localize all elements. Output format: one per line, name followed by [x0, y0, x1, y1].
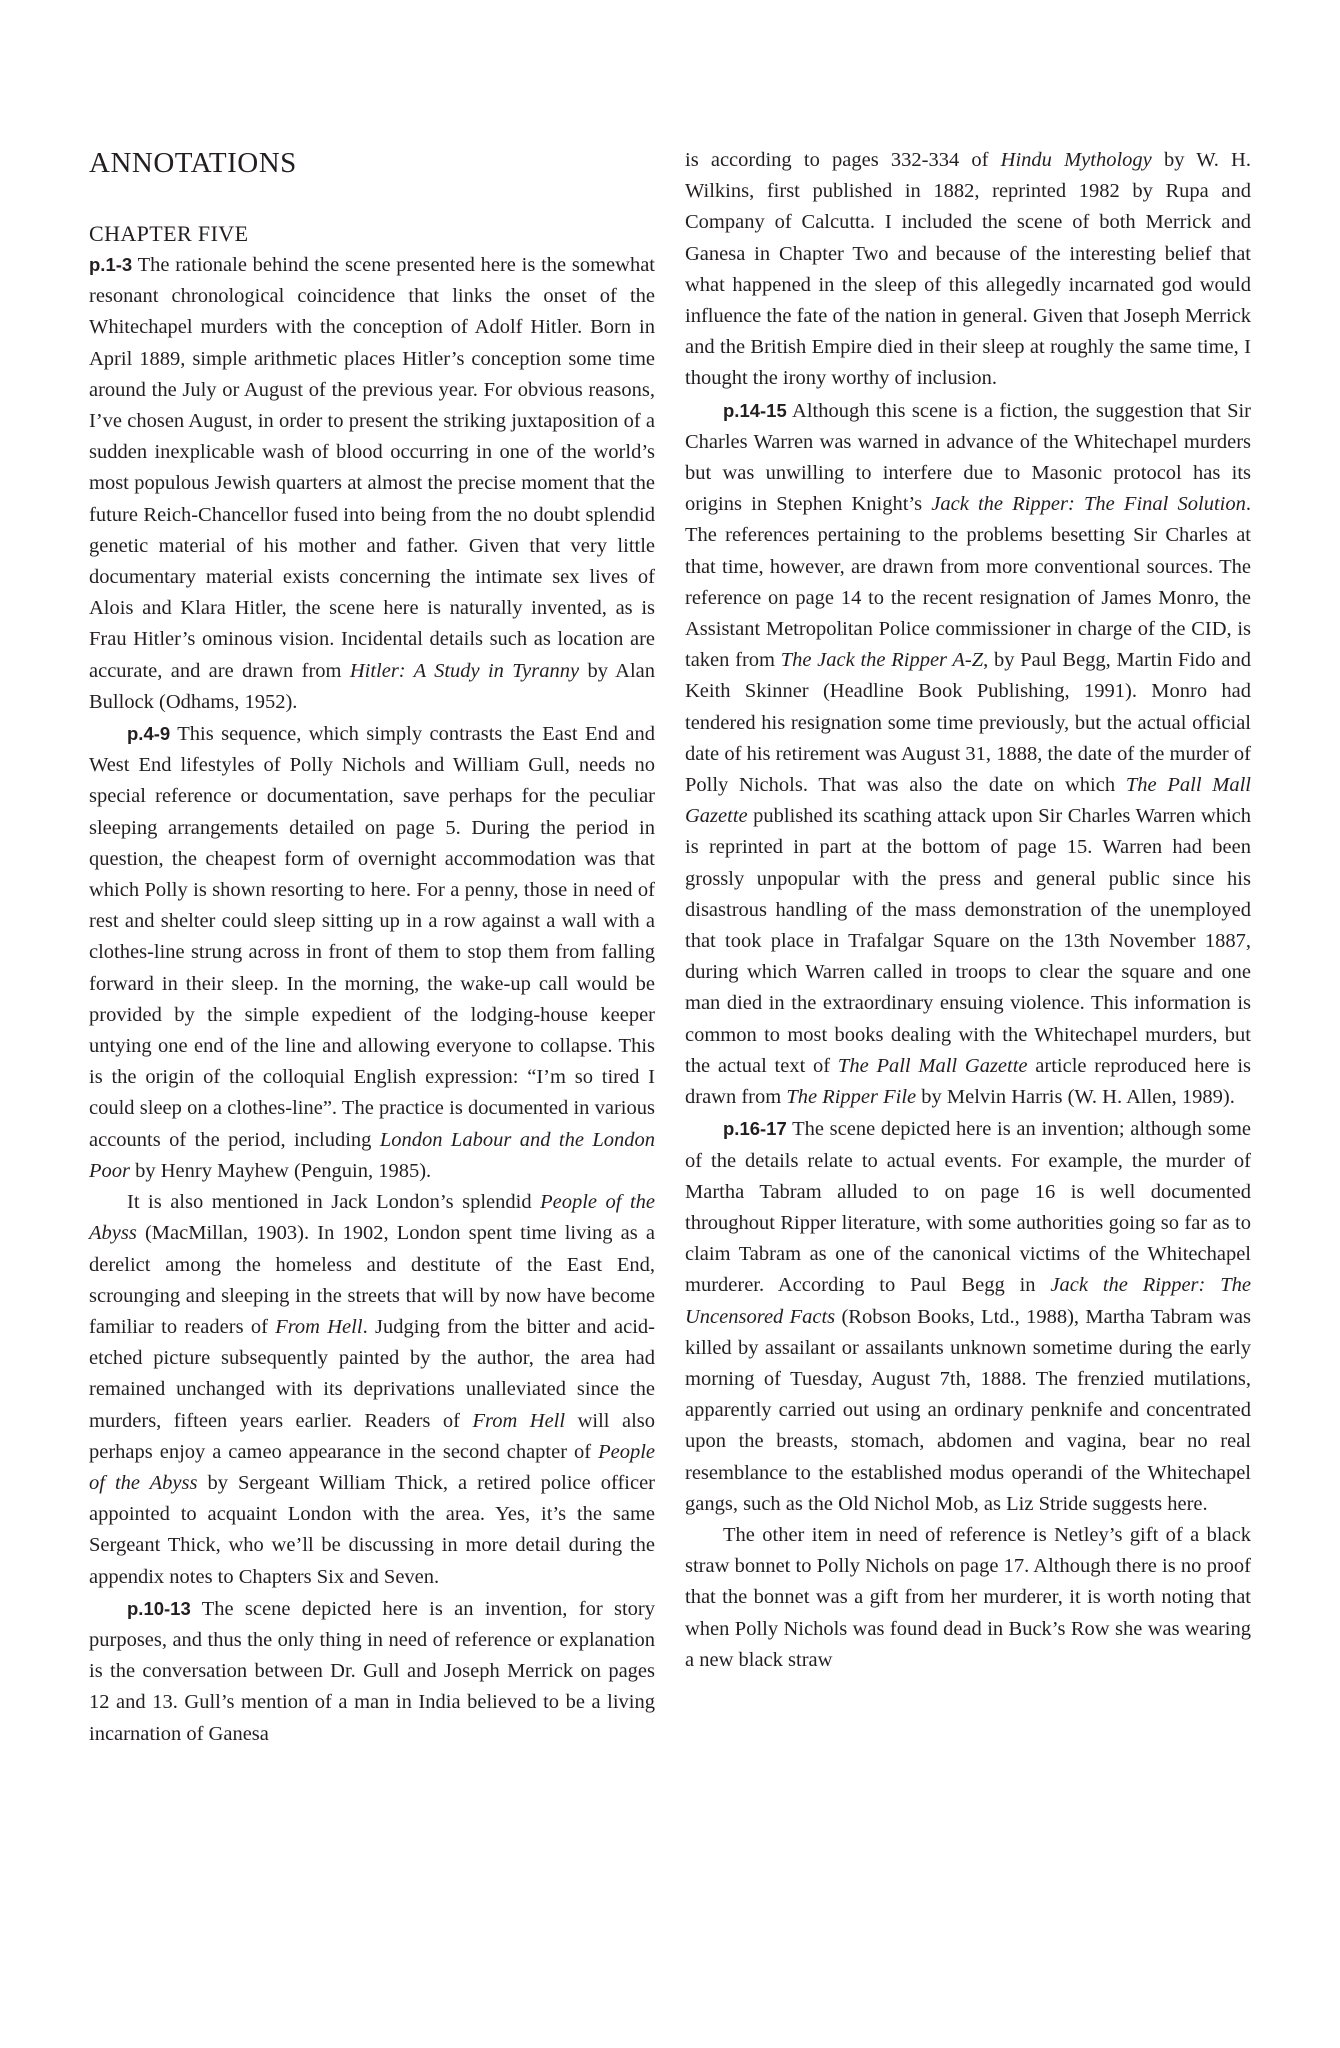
book-title: People of the Abyss [89, 1191, 655, 1245]
paragraph-text: by Sergeant William Thick, a retired police officer appointed to acquaint London with the area. Yes, it’s the same Sergeant Thick, who we’ll be discussing in more detail during the appendix notes to Chapters Six and Seven. [89, 1471, 656, 1588]
paragraph-text: The rationale behind the scene presented here is the somewhat resonant chronological coincidence that links the onset of the Whitechapel murders with the conception of Adolf Hitler. Born in April 1889, simple arithmetic places Hitler’s conception some time around the July or August of the previous year. For obvious reasons, I’ve chosen August, in order to present the striking juxtaposition of a sudden inexplicable wash of blood occurring in one of the world’s most populous Jewish quarters at almost the precise moment that the future Reich-Chancellor fused into being from the no doubt splendid genetic material of his mother and father. Given that very little documentary material exists concerning the intimate sex lives of Alois and Klara Hitler, the scene here is naturally invented, as is Frau Hitler’s ominous vision. Incidental details such as location are accurate, and are drawn from [89, 254, 655, 682]
paragraph-text: (MacMillan, 1903). In 1902, London spent time living as a derelict among the homeless and destitute of the East End, scrounging and sleeping in the streets that will by now have become familiar to readers of [89, 1222, 655, 1338]
book-title: London Labour and the London Poor [89, 1128, 655, 1182]
paragraph-text: , by Paul Begg, Martin Fido and Keith Skinner (Headline Book Publishing, 1991). Monro had tendered his resignation some time previously, but the actual official date of his retirement was August 31, 1888, the date of the murder of Polly Nichols. That was also the date on which [685, 649, 1251, 797]
book-title: Hitler: A Study in Tyranny [349, 659, 580, 682]
paragraph-text: by Melvin Harris (W. H. Allen, 1989). [916, 1086, 1235, 1109]
paragraph-text: The other item in need of reference is Netley’s gift of a black straw bonnet to Polly Nichols on page 17. Although there is no proof that the bonnet was a gift from her murderer, it is worth noting that when Polly Nichols was found dead in Buck’s Row she was wearing a new black straw [685, 1523, 1251, 1671]
page-reference: p.4-9 [127, 723, 171, 745]
annotation-paragraph [685, 145, 1251, 395]
book-title: Jack the Ripper: The Uncensored Facts [685, 1274, 1251, 1328]
annotation-paragraph [89, 1187, 655, 1593]
page-heading: ANNOTATIONS [89, 147, 297, 179]
page-reference: p.16-17 [723, 1118, 787, 1140]
page-reference: p.10-13 [127, 1597, 191, 1619]
paragraph-text: will also perhaps enjoy a cameo appearance in the second chapter of [89, 1409, 655, 1463]
book-title: The Pall Mall Gazette [685, 774, 1251, 828]
paragraph-text: by W. H. Wilkins, first published in 1882, reprinted 1982 by Rupa and Company of Calcutta. I included the scene of both Merrick and Ganesa in Chapter Two and because of the interesting belief that what happened in the sleep of this allegedly incarnated god would influence the fate of the nation in general. Given that Joseph Merrick and the British Empire died in their sleep at roughly the same time, I thought the irony worthy of inclusion. [685, 149, 1251, 390]
annotation-paragraph [89, 249, 655, 718]
book-title: People of the Abyss [89, 1440, 655, 1494]
book-title: The Pall Mall Gazette [837, 1054, 1028, 1077]
book-title: Hindu Mythology [1000, 149, 1152, 171]
annotation-paragraph [685, 1113, 1251, 1520]
left-column [89, 145, 655, 1750]
paragraph-text: published its scathing attack upon Sir Charles Warren which is reprinted in part at the bottom of page 15. Warren had been grossly unpopular with the press and general public since his disastrous handling of the mass demonstration of the unemployed that took place in Trafalgar Square on the 13th November 1887, during which Warren called in troops to clear the square and one man died in the extraordinary ensuing violence. This information is common to most books dealing with the Whitechapel murders, but the actual text of [685, 805, 1251, 1077]
page-reference: p.14-15 [723, 399, 787, 421]
paragraph-text: The scene depicted here is an invention, for story purposes, and thus the only thing in need of reference or explanation is the conversation between Dr. Gull and Joseph Merrick on pages 12 and 13. Gull’s mention of a man in India believed to be a living incarnation of Ganesa [89, 1597, 655, 1745]
paragraph-text: (Robson Books, Ltd., 1988), Martha Tabram was killed by assailant or assailants unknown sometime during the early morning of Tuesday, August 7th, 1888. The frenzied mutilations, apparently carried out using an ordinary penknife and concentrated upon the breasts, stomach, abdomen and vagina, bear no real resemblance to the established modus operandi of the Whitechapel gangs, such as the Old Nichol Mob, as Liz Stride suggests here. [685, 1305, 1251, 1515]
annotation-paragraph [89, 718, 655, 1187]
paragraph-text: by Alan Bullock (Odhams, 1952). [89, 659, 656, 713]
annotation-paragraph [685, 395, 1251, 1114]
paragraph-text: . The references pertaining to the problems besetting Sir Charles at that time, however, are drawn from more conventional sources. The reference on page 14 to the recent resignation of James Monro, the Assistant Metropolitan Police commissioner in charge of the CID, is taken from [685, 493, 1251, 672]
book-title: The Jack the Ripper A-Z [780, 649, 984, 672]
paragraph-text: article reproduced here is drawn from [685, 1054, 1251, 1109]
page-reference: p.1-3 [89, 254, 133, 275]
paragraph-text: by Henry Mayhew (Penguin, 1985). [130, 1159, 432, 1182]
book-title: The Ripper File [786, 1086, 917, 1109]
right-column [685, 145, 1251, 1676]
chapter-heading: CHAPTER FIVE [89, 221, 249, 246]
book-title: From Hell [472, 1409, 566, 1432]
paragraph-text: This sequence, which simply contrasts the East End and West End lifestyles of Polly Nichols and William Gull, needs no special reference or documentation, save perhaps for the peculiar sleeping arrangements detailed on page 5. During the period in question, the cheapest form of overnight accommodation was that which Polly is shown resorting to here. For a penny, those in need of rest and shelter could sleep sitting up in a row against a wall with a clothes-line strung across in front of them to stop them from falling forward in their sleep. In the morning, the wake-up call would be provided by the simple expedient of the lodging-house keeper untying one end of the line and allowing everyone to collapse. This is the origin of the colloquial English expression: “I’m so tired I could sleep on a clothes-line”. The practice is documented in various accounts of the period, including [89, 723, 655, 1151]
paragraph-text: is according to pages 332-334 of [685, 149, 1001, 171]
annotation-paragraph [685, 1520, 1251, 1676]
book-title: Jack the Ripper: The Final Solution [931, 493, 1246, 516]
paragraph-text: . Judging from the bitter and acid-etched picture subsequently painted by the author, the area had remained unchanged with its deprivations unalleviated since the murders, fifteen years earlier. Readers of [89, 1315, 655, 1432]
annotation-paragraph [89, 1593, 655, 1750]
paragraph-text: Although this scene is a fiction, the suggestion that Sir Charles Warren was warned in advance of the Whitechapel murders but was unwilling to interfere due to Masonic protocol has its origins in Stephen Knight’s [685, 399, 1251, 516]
paragraph-text: It is also mentioned in Jack London’s splendid [127, 1191, 541, 1214]
book-title: From Hell [275, 1315, 363, 1338]
paragraph-text: The scene depicted here is an invention; although some of the details relate to actual events. For example, the murder of Martha Tabram alluded to on page 16 is well documented throughout Ripper literature, with some authorities going so far as to claim Tabram as one of the canonical victims of the Whitechapel murderer. According to Paul Begg in [685, 1118, 1251, 1297]
